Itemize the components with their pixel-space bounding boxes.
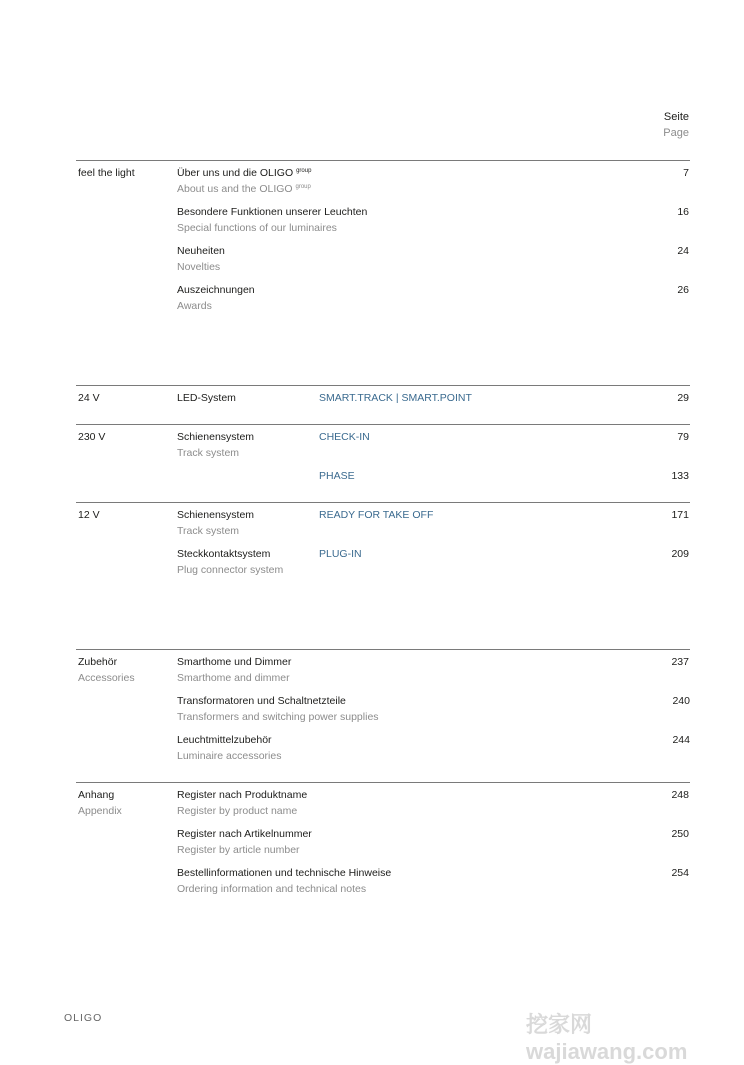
toc-page-number: 79 xyxy=(677,431,689,443)
toc-entry-de: Transformatoren und Schaltnetzteile xyxy=(177,695,346,707)
toc-entry-de: Bestellinformationen und technische Hinweise xyxy=(177,867,392,879)
toc-entry-de: Auszeichnungen xyxy=(177,284,255,296)
toc-entry-de: Schienensystem xyxy=(177,509,255,521)
toc-entry-de: LED-System xyxy=(177,392,236,404)
toc-page-number: 24 xyxy=(677,245,689,257)
toc-page-number: 171 xyxy=(671,509,689,521)
section-label-accessories: Accessories xyxy=(78,672,135,684)
toc-page-number: 254 xyxy=(671,867,689,879)
section-divider xyxy=(76,782,690,783)
toc-page-number: 26 xyxy=(677,284,689,296)
toc-page-number: 7 xyxy=(683,167,689,179)
product-line-link[interactable]: PLUG-IN xyxy=(319,548,362,560)
toc-entry-en: Awards xyxy=(177,300,212,312)
toc-page-number: 133 xyxy=(671,470,689,482)
toc-entry-en: Track system xyxy=(177,447,240,459)
toc-entry-en: Special functions of our luminaires xyxy=(177,222,337,234)
toc-page-number: 29 xyxy=(677,392,689,404)
toc-entry-en: Track system xyxy=(177,525,240,537)
product-line-link[interactable]: CHECK-IN xyxy=(319,431,370,443)
oligo-logo: OLIGO xyxy=(64,1012,103,1024)
section-label-24v: 24 V xyxy=(78,392,100,404)
toc-page-number: 209 xyxy=(671,548,689,560)
toc-page-number: 244 xyxy=(672,734,690,746)
section-divider xyxy=(76,385,690,386)
toc-entry-de: Über uns und die OLIGO $^{group}$ xyxy=(177,167,312,179)
toc-entry-de: Leuchtmittelzubehör xyxy=(177,734,272,746)
toc-entry-en: Ordering information and technical notes xyxy=(177,883,367,895)
section-divider xyxy=(76,502,690,503)
section-divider xyxy=(76,649,690,650)
toc-page-number: 248 xyxy=(671,789,689,801)
toc-entry-en: Novelties xyxy=(177,261,221,273)
toc-entry-en: Register by article number xyxy=(177,844,300,856)
toc-entry-de: Register nach Produktname xyxy=(177,789,308,801)
section-label-zubehoer: Zubehör xyxy=(78,656,118,668)
product-line-link[interactable]: SMART.TRACK | SMART.POINT xyxy=(319,392,472,404)
toc-page-number: 16 xyxy=(677,206,689,218)
section-label-230v: 230 V xyxy=(78,431,106,443)
section-label-12v: 12 V xyxy=(78,509,100,521)
toc-entry-de: Register nach Artikelnummer xyxy=(177,828,312,840)
section-label-feel: feel the light xyxy=(78,167,135,179)
toc-entry-en: Plug connector system xyxy=(177,564,284,576)
toc-entry-en: Transformers and switching power supplies xyxy=(177,711,379,723)
toc-entry-de: Schienensystem xyxy=(177,431,255,443)
toc-page-number: 237 xyxy=(671,656,689,668)
toc-entry-en: Register by product name xyxy=(177,805,298,817)
toc-entry-de: Neuheiten xyxy=(177,245,225,257)
section-divider xyxy=(76,160,690,161)
header-page: Page xyxy=(663,127,689,139)
toc-entry-en: Luminaire accessories xyxy=(177,750,282,762)
product-line-link[interactable]: READY FOR TAKE OFF xyxy=(319,509,434,521)
section-divider xyxy=(76,424,690,425)
toc-entry-de: Besondere Funktionen unserer Leuchten xyxy=(177,206,368,218)
section-label-anhang: Anhang xyxy=(78,789,115,801)
toc-page-number: 250 xyxy=(671,828,689,840)
watermark: 挖家网 wajiawang.com xyxy=(526,1012,688,1064)
toc-entry-en: Smarthome and dimmer xyxy=(177,672,290,684)
toc-entry-de: Steckkontaktsystem xyxy=(177,548,271,560)
product-line-link[interactable]: PHASE xyxy=(319,470,355,482)
toc-page-number: 240 xyxy=(672,695,690,707)
toc-entry-de: Smarthome und Dimmer xyxy=(177,656,292,668)
section-label-appendix: Appendix xyxy=(78,805,122,817)
toc-entry-en: About us and the OLIGO $^{group}$ xyxy=(177,183,311,195)
header-seite: Seite xyxy=(663,111,689,123)
